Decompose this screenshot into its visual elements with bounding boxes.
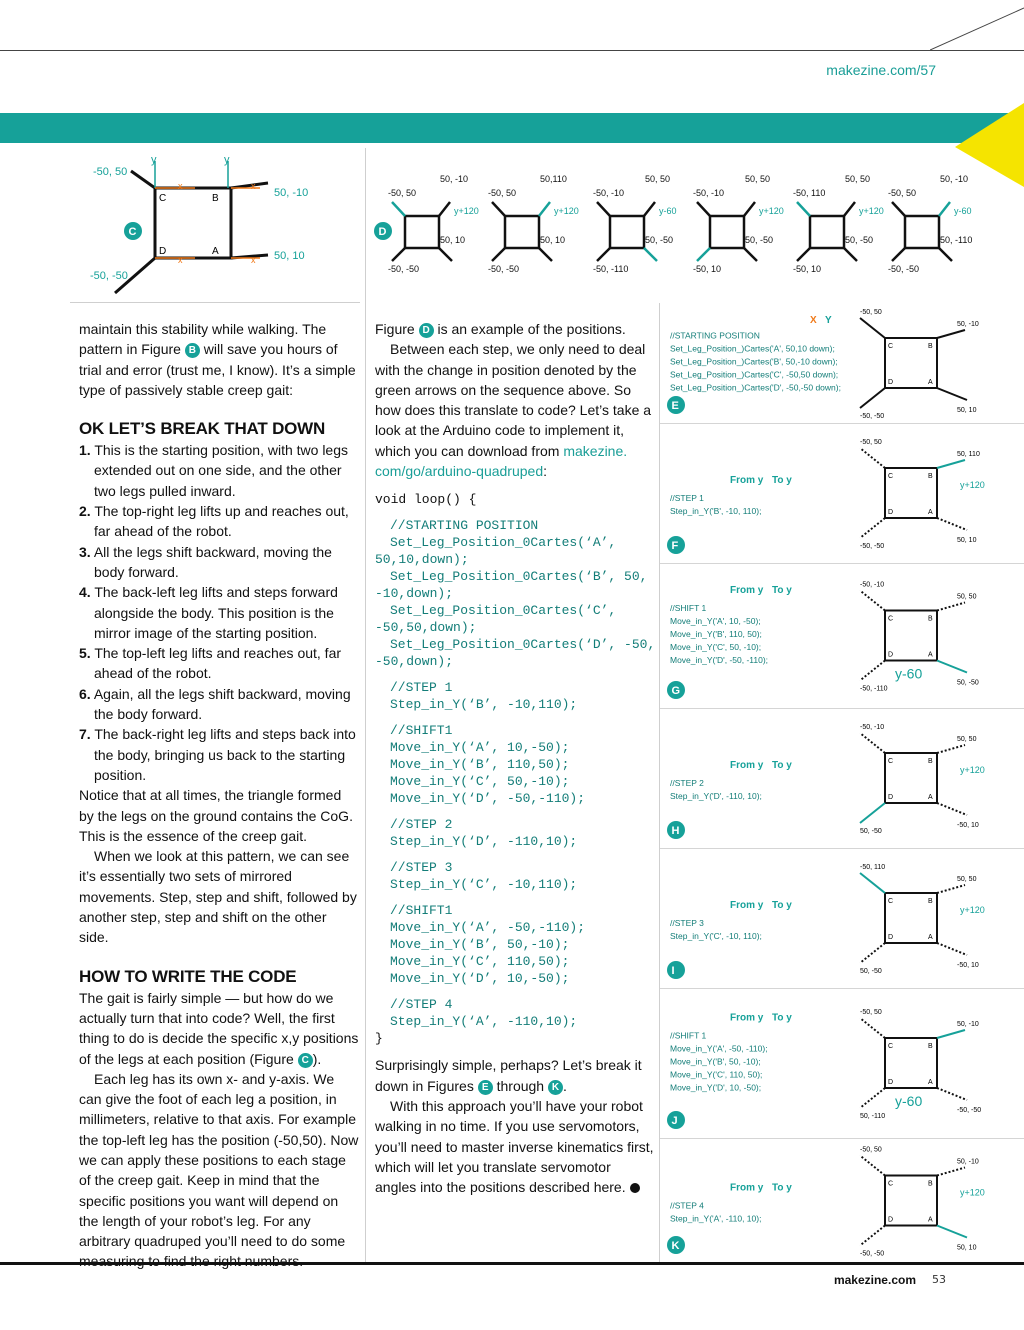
panel-corner: C (888, 615, 894, 623)
figure-panel-j (660, 988, 1024, 1138)
panel-corner: B (928, 898, 933, 905)
code-line: Set_Leg_Position_0Cartes(‘D’, -50, (390, 637, 656, 653)
badge-c: C (298, 1053, 313, 1068)
fig-c-x3: x (178, 255, 183, 265)
fig-c-tl: -50, 50 (93, 166, 128, 178)
panel-position-label: -50, -110 (860, 685, 888, 693)
code-line: //STEP 2 (390, 817, 453, 833)
figure-d-step (793, 174, 884, 274)
code-open: void loop() { (375, 492, 477, 508)
panel-corner: B (928, 615, 933, 623)
rule-col1 (70, 302, 360, 303)
panel-corner: C (888, 473, 894, 480)
panel-code-line: //STARTING POSITION (670, 330, 760, 341)
code-line: Move_in_Y(‘B’, 110,50); (390, 757, 570, 773)
panel-corner: D (888, 934, 894, 941)
panel-position-label: -50, 50 (860, 439, 882, 446)
code-line: //STEP 3 (390, 860, 453, 876)
panel-header-label: To y (772, 760, 792, 771)
badge-b: B (185, 343, 200, 358)
fig-c-bl: -50, -50 (90, 270, 128, 282)
panel-code-line: //STEP 4 (670, 1200, 704, 1211)
header-rule (0, 50, 1024, 51)
col1-para3: When we look at this pattern, we can see it’s essentially two sets of mirrored movements. Step, step and shift, followed by another step, step and shift on the other side. (79, 848, 357, 946)
col2-para1: Figure D is an example of the positions. (375, 321, 626, 337)
fig-c-corner-a: A (212, 246, 219, 257)
fig-d-top-right: 50, 50 (745, 174, 771, 184)
fig-c-corner-b: B (212, 193, 219, 204)
panel-delta-label: y+120 (960, 480, 985, 490)
panel-header-label: To y (772, 1012, 792, 1024)
panel-corner: A (928, 651, 933, 659)
fig-d-bottom: -50, -50 (488, 264, 520, 274)
panel-position-label: 50, -50 (860, 828, 882, 835)
fig-d-bottom: -50, 10 (693, 264, 722, 274)
code-line: Step_in_Y(‘B’, -10,110); (390, 697, 578, 713)
fig-d-side: 50, -110 (940, 235, 973, 245)
heading-write-code: HOW TO WRITE THE CODE (79, 966, 297, 986)
panel-corner: B (928, 473, 933, 480)
panel-position-label: -50, -50 (957, 1107, 982, 1114)
panel-header-label: From y (730, 1182, 764, 1194)
panel-delta-label: y-60 (895, 665, 923, 682)
panel-position-label: 50, -50 (957, 679, 979, 687)
header-corner-line (930, 0, 1024, 52)
fig-d-top-right: 50, 50 (645, 174, 671, 184)
fig-d-side: 50, -50 (645, 235, 674, 245)
panel-position-label: 50, 10 (957, 537, 977, 544)
panel-header-label: From y (730, 1012, 764, 1024)
code-line: 50,10,down); (375, 552, 469, 568)
panel-header-label: X (810, 315, 817, 326)
panel-position-label: 50, 10 (957, 407, 977, 414)
panel-position-label: 50, 10 (957, 1244, 977, 1252)
panel-code-line: Step_in_Y('A', -110, 10); (670, 1213, 762, 1224)
fig-c-tr: 50, -10 (274, 187, 309, 199)
code-line: Step_in_Y(‘A’, -110,10); (390, 1014, 578, 1030)
panel-header-label: From y (730, 900, 764, 911)
panel-code-line: //SHIFT 1 (670, 1030, 707, 1041)
fig-c-y1: y (151, 154, 157, 166)
figure-panel-k (660, 1138, 1024, 1263)
panel-delta-label: y-60 (895, 1093, 923, 1109)
code-line: //STEP 1 (390, 680, 453, 696)
column-1 (79, 319, 359, 1272)
heading-break-down: OK LET’S BREAK THAT DOWN (79, 419, 326, 439)
fig-d-delta: y+120 (454, 206, 479, 216)
panel-header-label: To y (772, 1182, 792, 1194)
fig-d-top-left: -50, -10 (593, 188, 625, 198)
code-line: //STARTING POSITION (390, 518, 539, 534)
fig-d-side: 50, -50 (745, 235, 774, 245)
panel-position-label: -50, -50 (860, 413, 885, 420)
panel-position-label: -50, 10 (957, 962, 979, 969)
code-line: -10,down); (375, 586, 454, 602)
panel-corner: C (888, 1180, 894, 1188)
header-url[interactable]: makezine.com/57 (826, 62, 936, 78)
fig-d-side: 50, 10 (540, 235, 566, 245)
panel-position-label: 50, -50 (860, 968, 882, 975)
col1-para2: Notice that at all times, the triangle formed by the legs on the ground contains the CoG. This is the essence of the creep gait. (79, 787, 353, 844)
panel-position-label: 50, 50 (957, 876, 977, 883)
col2-para3: Surprisingly simple, perhaps? Let’s break it down in Figures E through K . (375, 1057, 642, 1094)
panel-position-label: -50, -50 (860, 543, 885, 550)
fig-d-top-left: -50, 50 (388, 188, 417, 198)
panel-position-label: -50, 50 (860, 309, 882, 316)
panel-code-line: //STEP 3 (670, 918, 704, 928)
panel-code-line: Move_in_Y('C', 110, 50); (670, 1069, 763, 1080)
panel-code-line: Set_Leg_Position_)Cartes('C', -50,50 down); (670, 369, 839, 380)
code-line: Set_Leg_Position_0Cartes(‘C’, (390, 603, 617, 619)
code-line: Move_in_Y(‘D’, 10,-50); (390, 971, 570, 987)
teal-band (0, 113, 1024, 143)
code-line: Move_in_Y(‘C’, 50,-10); (390, 774, 570, 790)
code-line: Step_in_Y(‘C’, -10,110); (390, 877, 578, 893)
col1-para5: Each leg has its own x- and y-axis. We can give the foot of each leg a position, in millimeters, relative to that axis. For example the top-left leg has the position (-50,50). Now we can apply these positions to each stage of the creep gait. Keep in mind that the specific positions you want will depend on the length of your robot’s leg. For any arbitrary quadruped you’ll need to do some (79, 1070, 359, 1250)
panel-badge: J (671, 1115, 678, 1127)
panel-corner: C (888, 343, 894, 350)
panel-badge: H (671, 825, 680, 837)
page-number: 53 (932, 1273, 946, 1286)
figure-panel-f (660, 423, 1024, 563)
panel-header-label: From y (730, 585, 764, 596)
code-close: } (375, 1031, 383, 1047)
panel-badge: F (671, 540, 679, 552)
fig-d-delta: y+120 (859, 206, 884, 216)
panel-position-label: -50, 110 (860, 864, 886, 871)
panel-code-line: //SHIFT 1 (670, 603, 707, 613)
badge-e: E (478, 1080, 493, 1095)
column-2 (375, 319, 655, 1197)
panel-position-label: -50, 50 (860, 1146, 882, 1154)
step-item: 5. The top-left leg lifts and reaches out, far ahead of the robot. (79, 645, 342, 682)
fig-d-badge: D (378, 226, 387, 238)
panel-position-label: 50, -10 (957, 321, 979, 328)
panel-delta-label: y+120 (960, 905, 985, 915)
col1-para4: The gait is fairly simple — but how do we actually turn that into code? Well, the first thing to do is decide the specific x,y positions of the legs at each position (Figure C ). (79, 989, 359, 1067)
panel-code-line: Move_in_Y('A', 10, -50); (670, 616, 761, 626)
fig-d-bottom: -50, -50 (388, 264, 420, 274)
panel-code-line: Move_in_Y('D', -50, -110); (670, 655, 769, 665)
panel-header-label: To y (772, 475, 792, 486)
panel-badge: K (671, 1240, 680, 1252)
code-line: Move_in_Y(‘A’, 10,-50); (390, 740, 570, 756)
fig-c-badge: C (128, 226, 137, 238)
fig-d-delta: y-60 (659, 206, 677, 216)
download-link[interactable]: makezine. com/go/arduino-quadruped (375, 442, 628, 480)
fig-d-side: 50, -50 (845, 235, 874, 245)
code-line: Move_in_Y(‘D’, -50,-110); (390, 791, 586, 807)
panel-badge: I (671, 965, 675, 977)
step-item: 4. The back-left leg lifts and steps forward alongside the body. This position is the mirror image of the starting position. (79, 584, 338, 641)
panel-code-line: Step_in_Y('C', -10, 110); (670, 931, 762, 941)
code-line: Move_in_Y(‘B’, 50,-10); (390, 937, 570, 953)
footer-site[interactable]: makezine.com (833, 1273, 916, 1287)
fig-d-top-left: -50, 50 (488, 188, 517, 198)
panel-badge: E (671, 400, 679, 412)
panel-corner: C (888, 1043, 894, 1050)
panel-position-label: 50, -110 (860, 1113, 886, 1120)
panel-header-label: Y (825, 315, 832, 326)
fig-d-top-right: 50, -10 (940, 174, 969, 184)
panel-code-line: Move_in_Y('C', 50, -10); (670, 642, 762, 652)
panel-code-line: Set_Leg_Position_)Cartes('D', -50,-50 down); (670, 382, 841, 393)
panel-corner: D (888, 1079, 894, 1086)
col1-para1: maintain this stability while walking. The pattern in Figure B will save you hours of trial and error (trust me, I know). It’s a simple type of passively stable creep gait: (79, 321, 356, 398)
figure-panel-h (660, 708, 1024, 848)
step-item: 1. This is the starting position, with two legs extended out on one side, and the other two legs pulled inward. (79, 442, 348, 499)
fig-c-corner-d: D (159, 246, 167, 257)
fig-c-x2: x (251, 181, 256, 191)
panel-code-line: Step_in_Y('D', -110, 10); (670, 791, 762, 801)
panel-corner: C (888, 898, 894, 905)
col2-para4: With this approach you’ll have your robot walking in no time. If you use servomotors, you’ll need to master inverse kinematics first, which will let you translate servomotor angles into the positions described here. (375, 1097, 654, 1196)
figure-panel-e (660, 303, 1024, 423)
fig-d-bottom: -50, -50 (888, 264, 920, 274)
code-line: //SHIFT1 (390, 723, 453, 739)
panel-code-line: Set_Leg_Position_)Cartes('A', 50,10 down); (670, 343, 835, 354)
fig-d-bottom: -50, 10 (793, 264, 822, 274)
panel-corner: A (928, 1079, 933, 1086)
badge-d: D (419, 323, 434, 338)
fig-d-top-right: 50, -10 (440, 174, 469, 184)
fig-d-top-right: 50,110 (540, 174, 567, 184)
fig-d-top-left: -50, -10 (693, 188, 725, 198)
step-item: 6. Again, all the legs shift backward, moving the body forward. (79, 685, 351, 723)
badge-k: K (548, 1080, 563, 1095)
figure-panel-g (660, 563, 1024, 708)
panel-code-line: //STEP 2 (670, 778, 704, 788)
panel-code-line: Move_in_Y('A', -50, -110); (670, 1043, 768, 1054)
panel-position-label: -50, 50 (860, 1009, 882, 1016)
panel-corner: A (928, 509, 933, 516)
fig-c-br: 50, 10 (274, 250, 305, 262)
fig-c-corner-c: C (159, 193, 167, 204)
panel-corner: B (928, 1180, 933, 1188)
panel-corner: B (928, 758, 933, 765)
fig-d-delta: y+120 (759, 206, 784, 216)
code-line: //STEP 4 (390, 997, 453, 1013)
panel-badge: G (671, 685, 681, 697)
fig-d-delta: y+120 (554, 206, 579, 216)
panel-code-line: Move_in_Y('B', 110, 50); (670, 629, 762, 639)
panel-corner: D (888, 509, 894, 516)
fig-d-side: 50, 10 (440, 235, 466, 245)
fig-d-delta: y-60 (954, 206, 972, 216)
step-item: 3. All the legs shift backward, moving the body forward. (79, 543, 332, 580)
panel-corner: A (928, 1216, 933, 1224)
panel-corner: A (928, 934, 933, 941)
code-line: Move_in_Y(‘A’, -50,-110); (390, 920, 586, 936)
code-line: Move_in_Y(‘C’, 110,50); (390, 954, 570, 970)
panel-corner: D (888, 1216, 894, 1224)
col2-para2: Between each step, we only need to deal with the change in position denoted by the green arrows on the sequence above. So how does this translate to code? Let’s take a look at the Arduino code to implement it, which you can download from makezine. com/go/arduino-quadruped: (375, 341, 652, 480)
fig-d-top-left: -50, 50 (888, 188, 917, 198)
panel-header-label: From y (730, 475, 764, 486)
figure-d-step (388, 174, 479, 274)
figure-c-d-diagrams (0, 143, 1024, 303)
figure-d-step (593, 174, 677, 274)
panel-code-line: Step_in_Y('B', -10, 110); (670, 506, 762, 516)
panel-corner: D (888, 794, 894, 801)
panel-position-label: -50, 10 (957, 822, 979, 829)
fig-c-x4: x (251, 255, 256, 265)
panel-position-label: 50, -10 (957, 1021, 979, 1028)
panel-position-label: -50, -50 (860, 1250, 885, 1258)
fig-d-top-right: 50, 50 (845, 174, 871, 184)
panel-corner: D (888, 651, 894, 659)
rule-col2 (365, 148, 366, 1263)
step-item: 2. The top-right leg lifts up and reaches out, far ahead of the robot. (79, 503, 349, 540)
code-line: -50,down); (375, 654, 454, 670)
panel-delta-label: y+120 (960, 1187, 985, 1198)
panel-corner: B (928, 1043, 933, 1050)
code-line: //SHIFT1 (390, 903, 453, 919)
panel-corner: C (888, 758, 894, 765)
code-block (375, 491, 655, 1047)
fig-d-top-left: -50, 110 (793, 188, 826, 198)
code-line: Set_Leg_Position_0Cartes(‘A’, (390, 535, 617, 551)
panel-code-line: Move_in_Y('B', 50, -10); (670, 1056, 761, 1067)
figure-d-step (888, 174, 972, 274)
figure-c (90, 154, 308, 293)
panel-code-line: Move_in_Y('D', 10, -50); (670, 1082, 762, 1093)
figure-d-step (693, 174, 784, 274)
panel-corner: A (928, 379, 933, 386)
fig-c-y2: y (224, 154, 230, 166)
panel-corner: D (888, 379, 894, 386)
figure-d-step (488, 174, 579, 274)
panel-delta-label: y+120 (960, 765, 985, 775)
panel-position-label: 50, 50 (957, 593, 977, 601)
figure-panel-i (660, 848, 1024, 988)
code-line: Step_in_Y(‘D’, -110,10); (390, 834, 578, 850)
end-mark-icon (630, 1183, 640, 1193)
code-line: Set_Leg_Position_0Cartes(‘B’, 50, (390, 569, 648, 585)
panel-position-label: 50, 50 (957, 736, 977, 743)
panel-header-label: From y (730, 760, 764, 771)
panel-header-label: To y (772, 900, 792, 911)
panel-position-label: -50, -10 (860, 724, 885, 731)
panel-position-label: 50, -10 (957, 1158, 979, 1166)
panel-position-label: 50, 110 (957, 451, 980, 458)
fig-c-x1: x (178, 181, 183, 191)
panel-code-line: Set_Leg_Position_)Cartes('B', 50,-10 down); (670, 356, 838, 367)
code-line: -50,50,down); (375, 620, 477, 636)
figure-d-steps (388, 174, 972, 274)
panel-header-label: To y (772, 585, 792, 596)
figures-e-k (660, 303, 1024, 1263)
panel-corner: A (928, 794, 933, 801)
panel-position-label: -50, -10 (860, 581, 885, 589)
steps-list (79, 440, 359, 785)
panel-corner: B (928, 343, 933, 350)
panel-code-line: //STEP 1 (670, 493, 704, 503)
step-item: 7. The back-right leg lifts and steps back into the body, bringing us back to the starting position. (79, 726, 356, 783)
fig-d-bottom: -50, -110 (593, 264, 629, 274)
footer-rule (0, 1262, 1024, 1265)
